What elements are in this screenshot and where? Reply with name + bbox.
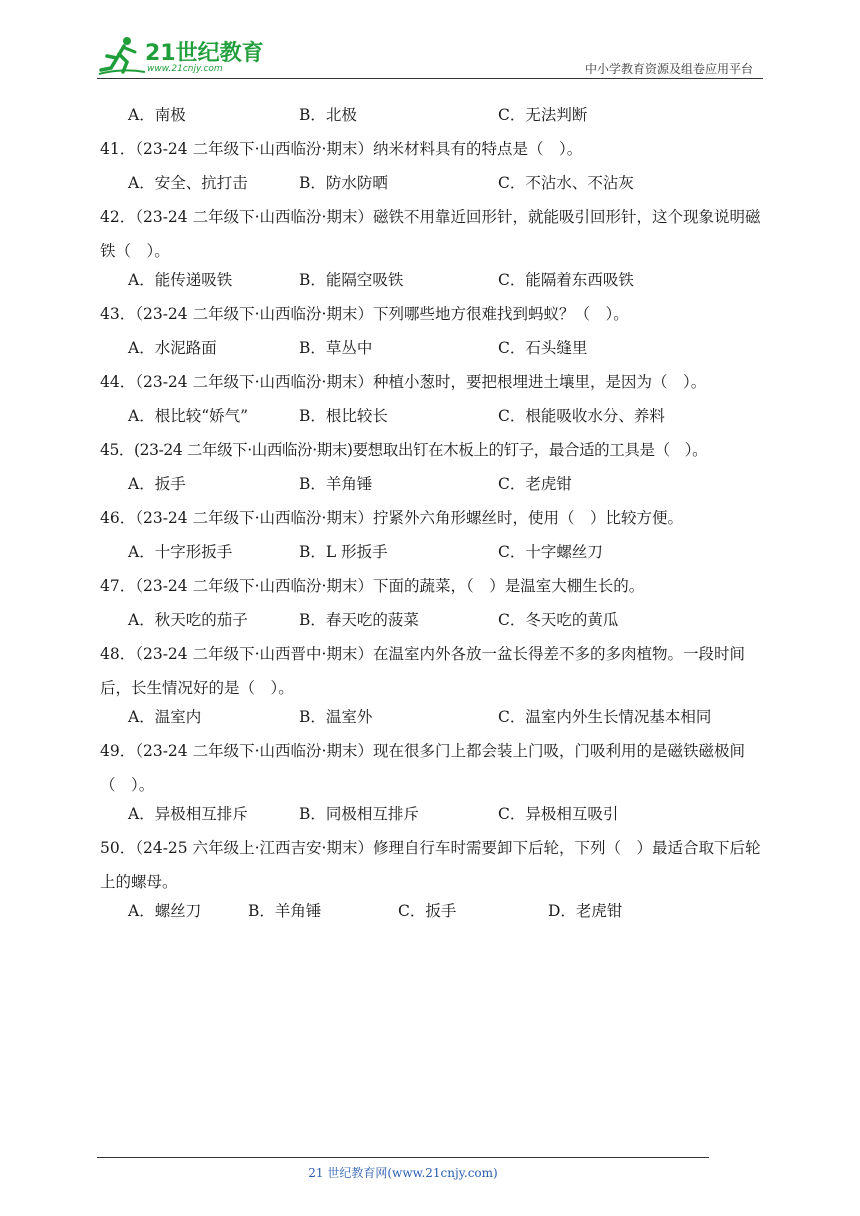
option: A．能传递吸铁 [128, 271, 233, 289]
question-text: 46．（23-24 二年级下·山西临汾·期末）拧紧外六角形螺丝时，使用（ ）比较方便。 [100, 509, 683, 527]
option: C．无法判断 [498, 106, 588, 124]
question-text: 47．（23-24 二年级下·山西临汾·期末）下面的蔬菜，（ ）是温室大棚生长的。 [100, 577, 645, 595]
option: A．安全、抗打击 [128, 174, 248, 192]
question-text: 50．（24-25 六年级上·江西吉安·期末）修理自行车时需要卸下后轮，下列（ ）最适合取下后轮上的螺母。 [100, 839, 761, 891]
option: B．北极 [299, 106, 357, 124]
option: C．石头缝里 [498, 339, 588, 357]
option: C．能隔着东西吸铁 [498, 271, 634, 289]
question-text: 43．（23-24 二年级下·山西临汾·期末）下列哪些地方很难找到蚂蚁？（ ）。 [100, 305, 629, 323]
option: B．羊角锤 [248, 902, 322, 920]
option: B．L 形扳手 [299, 543, 388, 561]
option: C．温室内外生长情况基本相同 [498, 708, 712, 726]
option: B．根比较长 [299, 407, 388, 425]
question-block [100, 200, 764, 268]
question-block [100, 637, 764, 705]
option: B．同极相互排斥 [299, 805, 419, 823]
option-row [100, 608, 764, 642]
question-text: 42．（23-24 二年级下·山西临汾·期末）磁铁不用靠近回形针，就能吸引回形针，这个现象说明磁铁（ ）。 [100, 208, 761, 260]
option: A．扳手 [128, 475, 186, 493]
option-row [100, 268, 764, 302]
option: A．根比较“娇气” [128, 407, 249, 425]
option-row [100, 472, 764, 506]
option: A．螺丝刀 [128, 902, 202, 920]
question-block [100, 831, 764, 899]
option: D．老虎钳 [548, 902, 623, 920]
question-text: 49．（23-24 二年级下·山西临汾·期末）现在很多门上都会装上门吸，门吸利用的是磁铁磁极间（ ）。 [100, 742, 745, 794]
question-block [100, 734, 764, 802]
option-row [100, 171, 764, 205]
option: C．十字螺丝刀 [498, 543, 603, 561]
option: A．水泥路面 [128, 339, 217, 357]
platform-name: 中小学教育资源及组卷应用平台 [584, 62, 753, 76]
option: C．冬天吃的黄瓜 [498, 611, 619, 629]
logo-text: 21世纪教育 [145, 41, 264, 66]
option: C．不沾水、不沾灰 [498, 174, 634, 192]
option: C．扳手 [398, 902, 457, 920]
option: B．能隔空吸铁 [299, 271, 404, 289]
option: C．老虎钳 [498, 475, 572, 493]
option: C．异极相互吸引 [498, 805, 619, 823]
option-row [100, 336, 764, 370]
question-text: 44．（23-24 二年级下·山西临汾·期末）种植小葱时，要把根埋进土壤里，是因为（ ）。 [100, 373, 707, 391]
option: A．异极相互排斥 [128, 805, 248, 823]
logo [97, 34, 267, 78]
option: A．温室内 [128, 708, 202, 726]
logo-url: www.21cnjy.com [147, 64, 223, 74]
page-header [97, 30, 763, 80]
option-row [100, 103, 764, 137]
option: B．羊角锤 [299, 475, 373, 493]
footer-link[interactable]: 21 世纪教育网(www.21cnjy.com) [308, 1166, 498, 1180]
question-text: 41．（23-24 二年级下·山西临汾·期末）纳米材料具有的特点是（ ）。 [100, 140, 583, 158]
option: B．草丛中 [299, 339, 373, 357]
option: A．十字形扳手 [128, 543, 233, 561]
option-row [100, 802, 764, 836]
option: B．防水防晒 [299, 174, 388, 192]
option: C．根能吸收水分、养料 [498, 407, 665, 425]
option-row [100, 540, 764, 574]
option-row [100, 899, 764, 933]
option: B．温室外 [299, 708, 373, 726]
question-list [100, 103, 764, 933]
header-divider [97, 78, 763, 79]
option-row [100, 404, 764, 438]
option: B．春天吃的菠菜 [299, 611, 419, 629]
option: A．秋天吃的茄子 [128, 611, 248, 629]
footer-divider [97, 1157, 709, 1158]
question-text: 48．（23-24 二年级下·山西晋中·期末）在温室内外各放一盆长得差不多的多肉植物。一段时间后，长生情况好的是（ ）。 [100, 645, 745, 697]
option: A．南极 [128, 106, 186, 124]
runner-logo-icon [97, 34, 147, 78]
option-row [100, 705, 764, 739]
question-text: 45．(23-24 二年级下·山西临汾·期末)要想取出钉在木板上的钉子，最合适的工具是（ ）。 [100, 441, 708, 459]
